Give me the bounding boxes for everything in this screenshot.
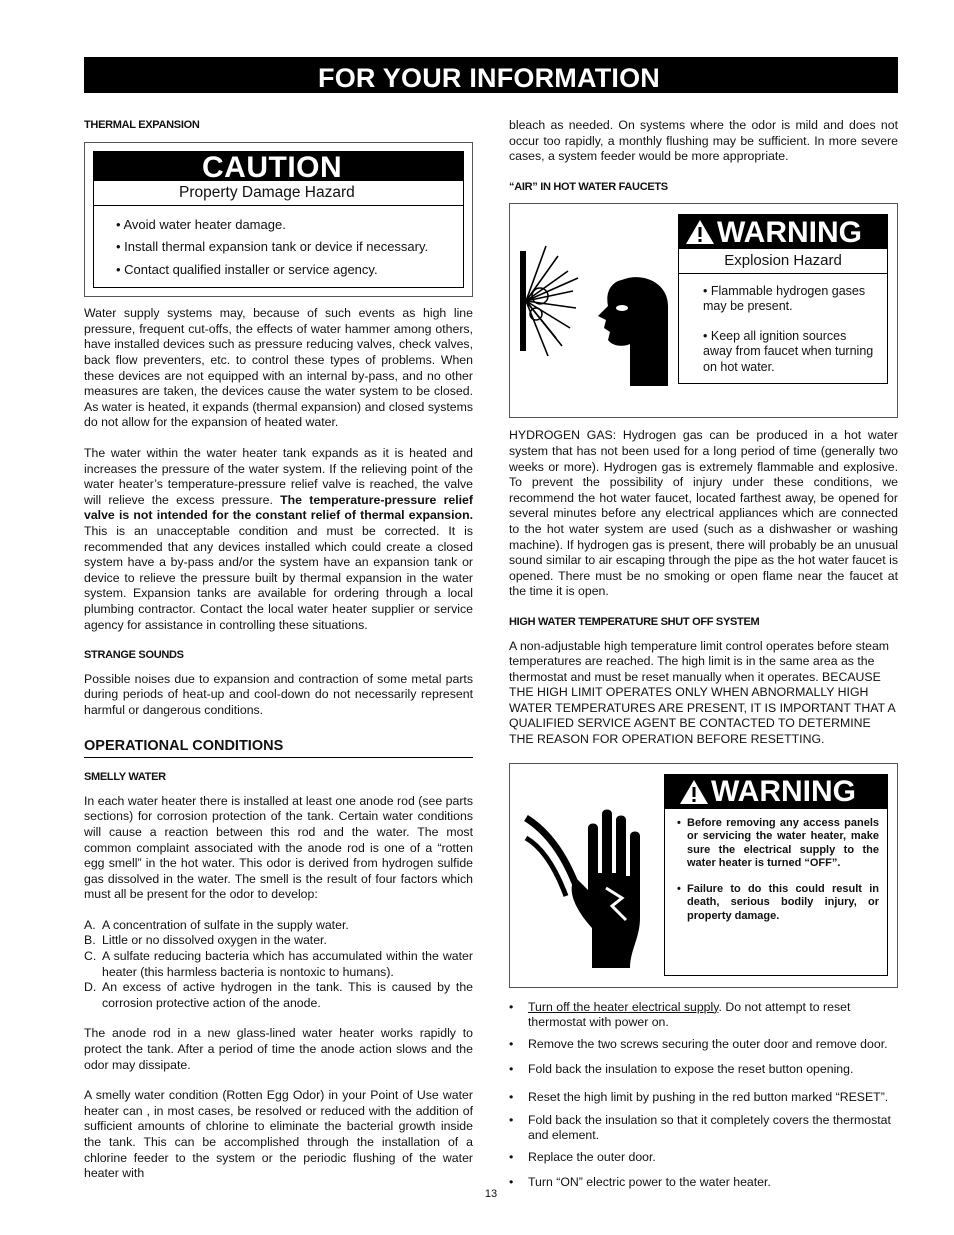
reset-steps-list bbox=[509, 1000, 898, 1191]
caution-item: • Install thermal expansion tank or device if necessary. bbox=[116, 239, 429, 255]
list-item: C. A sulfate reducing bacteria which has accumulated within the water heater (this harmless bacteria is nontoxic to humans). bbox=[84, 949, 473, 979]
right-column bbox=[509, 118, 898, 1191]
smelly-water-paragraph-3: A smelly water condition (Rotten Egg Odor) in your Point of Use water heater can , in most cases, be resolved or reduced with the addition of sufficient amounts of chlorine to eliminate the bacterial growth inside the tank. This can be accomplished through the installation of a chlorine feeder to the system or the periodic flushing of the water heater with bbox=[84, 1088, 473, 1181]
list-item: • Remove the two screws securing the outer door and remove door. bbox=[509, 1037, 898, 1053]
smelly-water-paragraph-3-continued: bleach as needed. On systems where the odor is mild and does not occur too rapidly, a monthly flushing may be sufficient. In more severe cases, a system feeder would be more appropriate. bbox=[509, 118, 898, 164]
high-limit-heading: HIGH WATER TEMPERATURE SHUT OFF SYSTEM bbox=[509, 615, 760, 628]
warning-subtitle: Explosion Hazard bbox=[679, 249, 887, 274]
warning-item: • Failure to do this could result in death, serious bodily injury, or property damage. bbox=[677, 882, 879, 922]
smelly-water-paragraph-2: The anode rod in a new glass-lined water heater works rapidly to protect the tank. After a period of time the anode action slows and the odor may dissipate. bbox=[84, 1026, 473, 1072]
warning-title: WARNING bbox=[717, 215, 862, 249]
strange-sounds-heading: STRANGE SOUNDS bbox=[84, 649, 184, 662]
smelly-water-heading: SMELLY WATER bbox=[84, 771, 166, 784]
odor-factors-list bbox=[84, 918, 473, 1012]
air-in-faucets-heading: “AIR” IN HOT WATER FAUCETS bbox=[509, 180, 668, 193]
caution-subtitle: Property Damage Hazard bbox=[94, 181, 463, 206]
warning-item: • Keep all ignition sources away from faucet when turning on hot water. bbox=[703, 328, 874, 374]
warning-item: • Flammable hydrogen gases may be present. bbox=[703, 283, 866, 314]
page-title: FOR YOUR INFORMATION bbox=[318, 63, 660, 93]
high-limit-paragraph: A non-adjustable high temperature limit control operates before steam temperatures are reached. The high limit is in the same area as the thermostat and must be reset manually when it operates. BECAUSE THE HIGH LIMIT OPERATES ONLY WHEN ABNORMALLY HIGH WATER TEMPERATURES ARE PRESENT, IT IS IMPORTANT THAT A QUALIFIED SERVICE AGENT BE CONTACTED TO DETERMINE THE REASON FOR OPERATION BEFORE RESETTING. bbox=[509, 638, 896, 747]
thermal-paragraph-1: Water supply systems may, because of such events as high line pressure, frequent cut-offs, the effects of water hammer among others, have installed devices such as pressure reducing valves, check valves, back flow preventers, etc. to control these types of problems. When these devices are not equipped with an internal by-pass, and no other measures are taken, the devices cause the water system to be closed. As water is heated, it expands (thermal expansion) and closed systems do not allow for the expansion of heated water. bbox=[84, 306, 473, 430]
electrical-warning-panel bbox=[664, 774, 888, 976]
list-item: • Fold back the insulation to expose the reset button opening. bbox=[509, 1062, 898, 1078]
warning-triangle-icon bbox=[679, 779, 709, 805]
explosion-warning-panel bbox=[678, 214, 888, 384]
list-item: • Reset the high limit by pushing in the red button marked “RESET”. bbox=[509, 1090, 898, 1106]
warning-title: WARNING bbox=[711, 774, 856, 808]
caution-item: • Avoid water heater damage. bbox=[116, 216, 286, 232]
caution-box bbox=[84, 142, 473, 298]
thermal-expansion-heading: THERMAL EXPANSION bbox=[84, 119, 200, 131]
page-banner bbox=[84, 57, 898, 93]
list-item: D. An excess of active hydrogen in the tank. This is caused by the corrosion protective action of the anode. bbox=[84, 980, 473, 1010]
electric-shock-hand-icon bbox=[522, 778, 662, 978]
caution-item: • Contact qualified installer or service agency. bbox=[116, 261, 378, 277]
caution-title: CAUTION bbox=[94, 152, 463, 182]
list-item: B. Little or no dissolved oxygen in the water. bbox=[84, 933, 327, 948]
explosion-warning-box bbox=[509, 203, 898, 418]
list-item: • Turn off the heater electrical supply. Do not attempt to reset thermostat with power on. bbox=[509, 1000, 898, 1031]
list-item: • Fold back the insulation so that it completely covers the thermostat and element. bbox=[509, 1113, 898, 1144]
smelly-water-paragraph-1: In each water heater there is installed at least one anode rod (see parts sections) for corrosion protection of the tank. Certain water conditions will cause a reaction between this rod and the water. The most common complaint associated with the anode rod is one of a “rotten egg smell” in the hot water. This odor is derived from hydrogen sulfide gas dissolved in the water. The smell is the result of four factors which must all be present for the odor to develop: bbox=[84, 793, 473, 902]
thermal-paragraph-2: The water within the water heater tank expands as it is heated and increases the pressure of the water system. If the relieving point of the water heater’s temperature-pressure relief valve is reached, the valve will relieve the excess pressure. The temperature-pressure relief valve is not intended for the constant relief of thermal expansion. This is an unacceptable condition and must be corrected. It is recommended that any devices installed which could create a closed system have a by-pass and/or the system have an expansion tank or device to relieve the pressure built by thermal expansion in the water system. Expansion tanks are available for ordering through a local plumbing contractor. Contact the local water heater supplier or service agency for assistance in controlling these situations. bbox=[84, 446, 473, 632]
list-item: • Turn “ON” electric power to the water heater. bbox=[509, 1175, 898, 1191]
page-number: 13 bbox=[484, 1188, 498, 1200]
explosion-face-icon bbox=[518, 216, 676, 406]
list-item: A. A concentration of sulfate in the supply water. bbox=[84, 917, 349, 932]
left-column bbox=[84, 118, 473, 1197]
warning-item: • Before removing any access panels or servicing the water heater, make sure the electrical supply to the water heater is turned “OFF”. bbox=[677, 816, 879, 870]
hydrogen-gas-paragraph: HYDROGEN GAS: Hydrogen gas can be produced in a hot water system that has not been used for a long period of time (generally two weeks or more). Hydrogen gas is extremely flammable and explosive. To prevent the possibility of injury under these conditions, we recommend the hot water faucet, located farthest away, be opened for several minutes before any electrical appliances which are connected to the hot water system are used (such as a dishwasher or washing machine). If hydrogen gas is present, there will probably be an unusual sound similar to air escaping through the pipe as the hot water faucet is opened. There must be no smoking or open flame near the faucet at the time it is open. bbox=[509, 428, 898, 599]
electrical-warning-box bbox=[509, 763, 898, 988]
list-item: • Replace the outer door. bbox=[509, 1150, 898, 1166]
operational-conditions-heading: OPERATIONAL CONDITIONS bbox=[84, 739, 473, 759]
warning-triangle-icon bbox=[685, 219, 715, 245]
strange-sounds-paragraph: Possible noises due to expansion and contraction of some metal parts during periods of heat-up and cool-down do not necessarily represent harmful or dangerous conditions. bbox=[84, 671, 473, 717]
